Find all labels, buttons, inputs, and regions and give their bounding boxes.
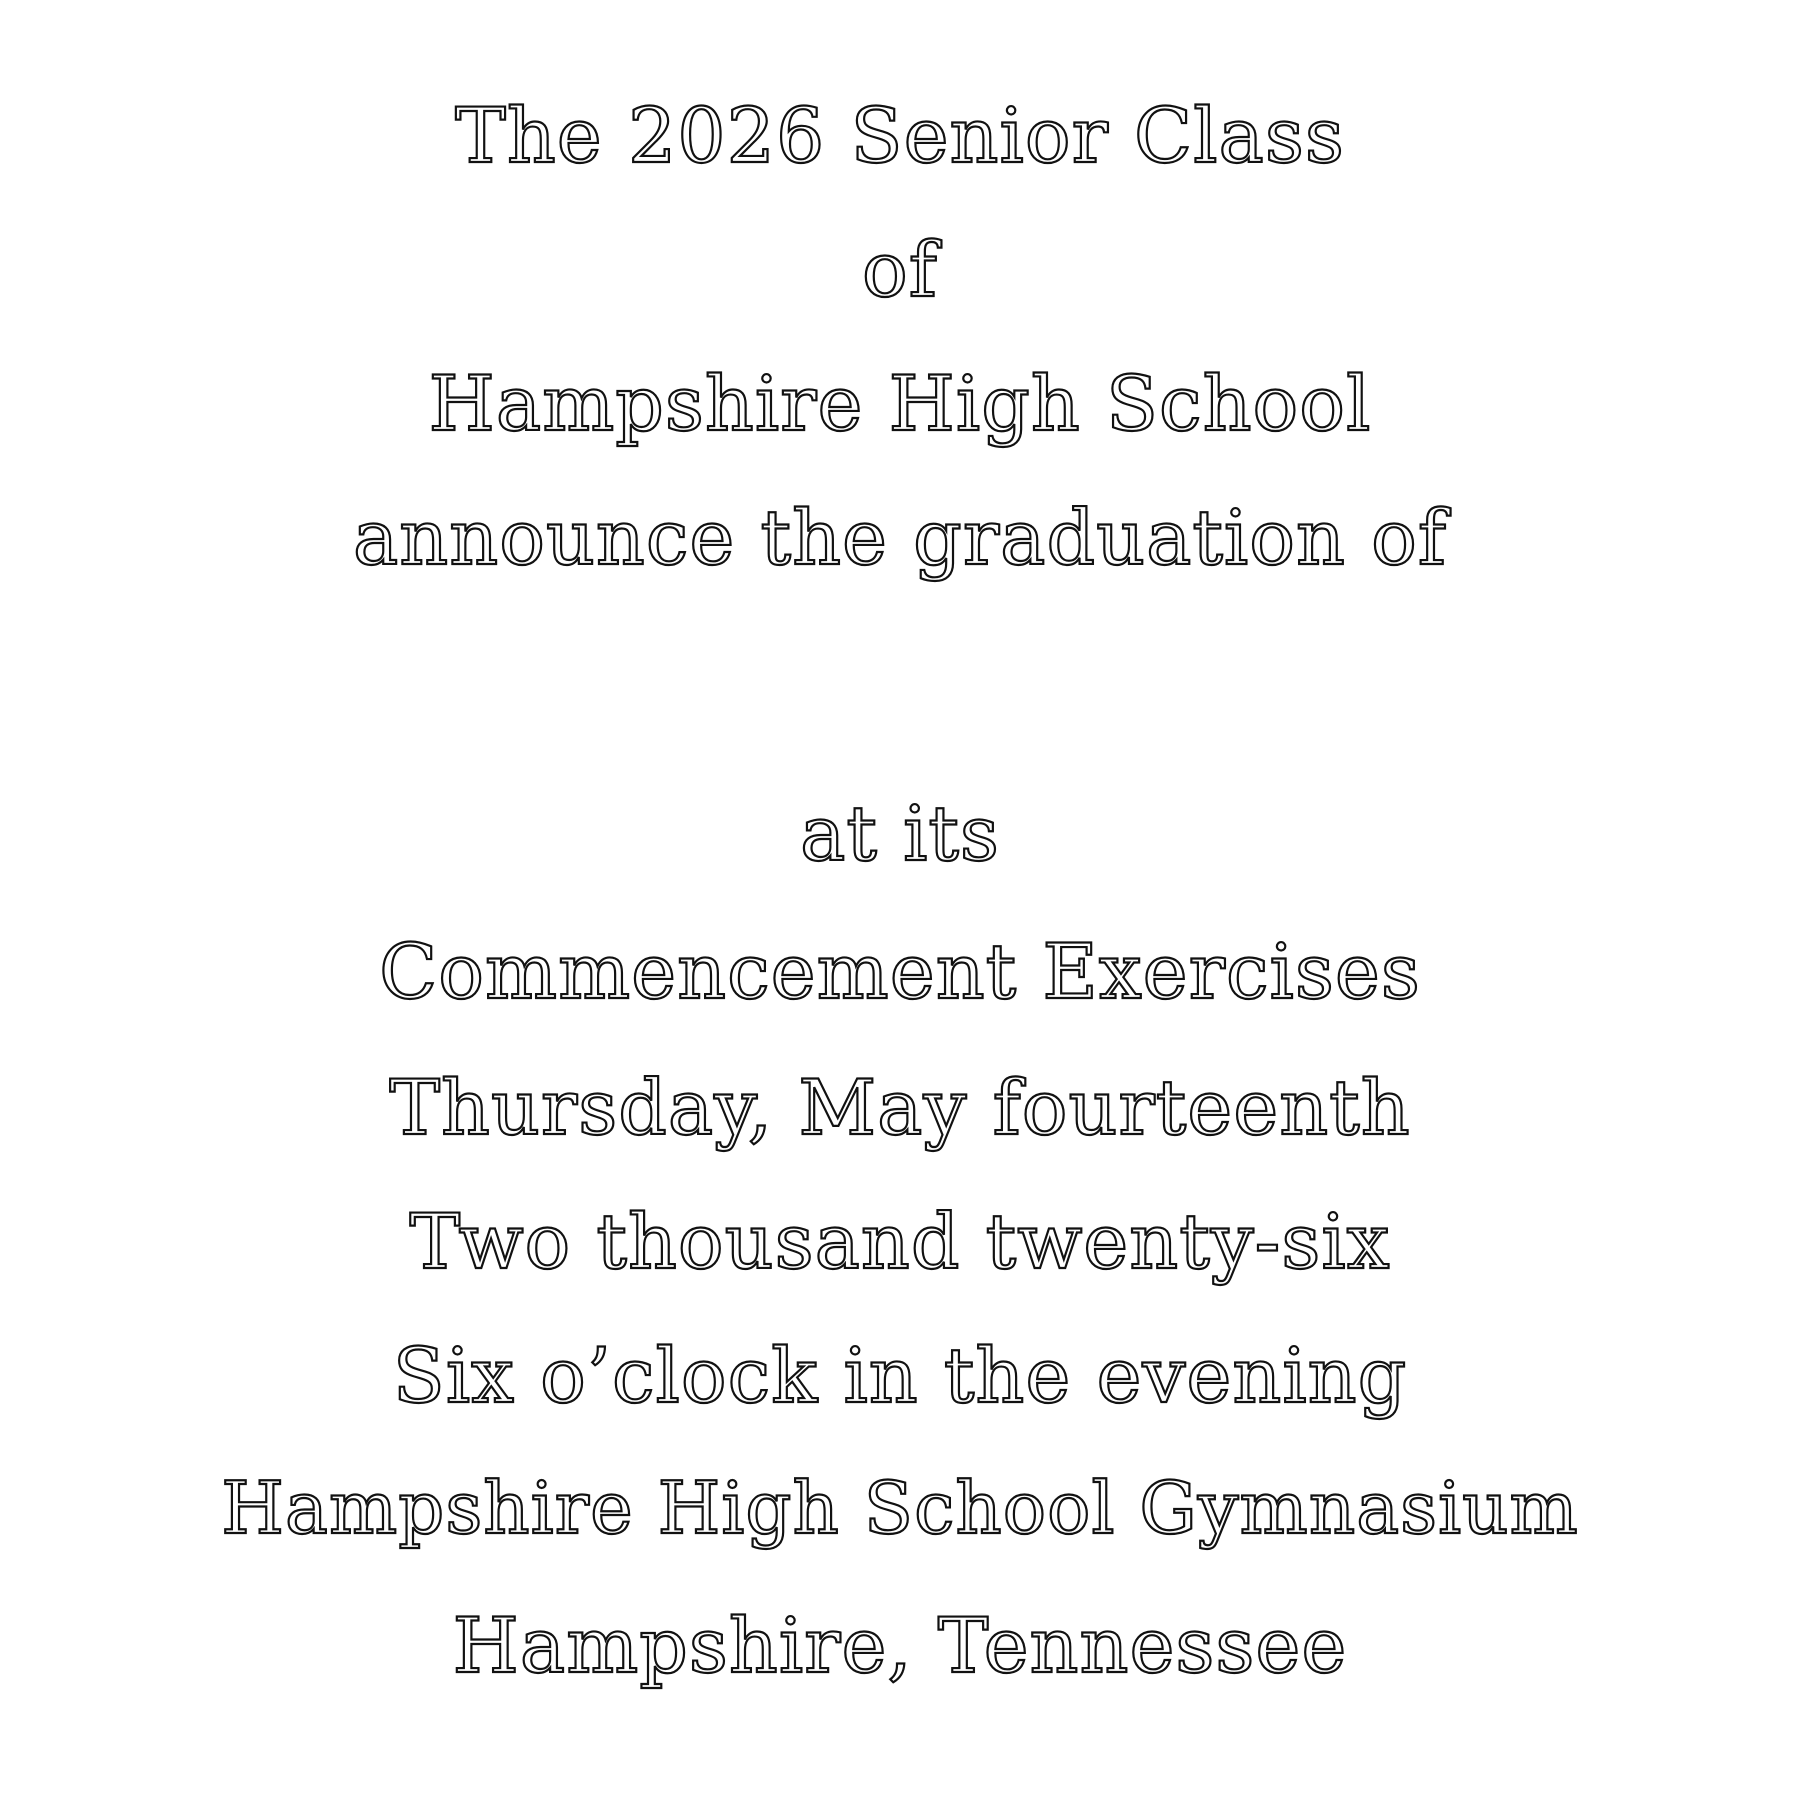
venue-line: Hampshire High School Gymnasium xyxy=(221,1466,1579,1550)
class-year-line: The 2026 Senior Class xyxy=(455,91,1345,180)
year-line: Two thousand twenty-six xyxy=(409,1197,1391,1286)
ceremony-title-line: Commencement Exercises xyxy=(379,927,1421,1016)
school-name-line: Hampshire High School xyxy=(428,359,1372,448)
time-line: Six o’clock in the evening xyxy=(392,1331,1408,1420)
at-its-line: at its xyxy=(800,789,1000,878)
of-line: of xyxy=(862,225,938,314)
announcement-line: announce the graduation of xyxy=(353,493,1447,582)
date-line: Thursday, May fourteenth xyxy=(389,1063,1411,1152)
location-line: Hampshire, Tennessee xyxy=(452,1601,1348,1690)
